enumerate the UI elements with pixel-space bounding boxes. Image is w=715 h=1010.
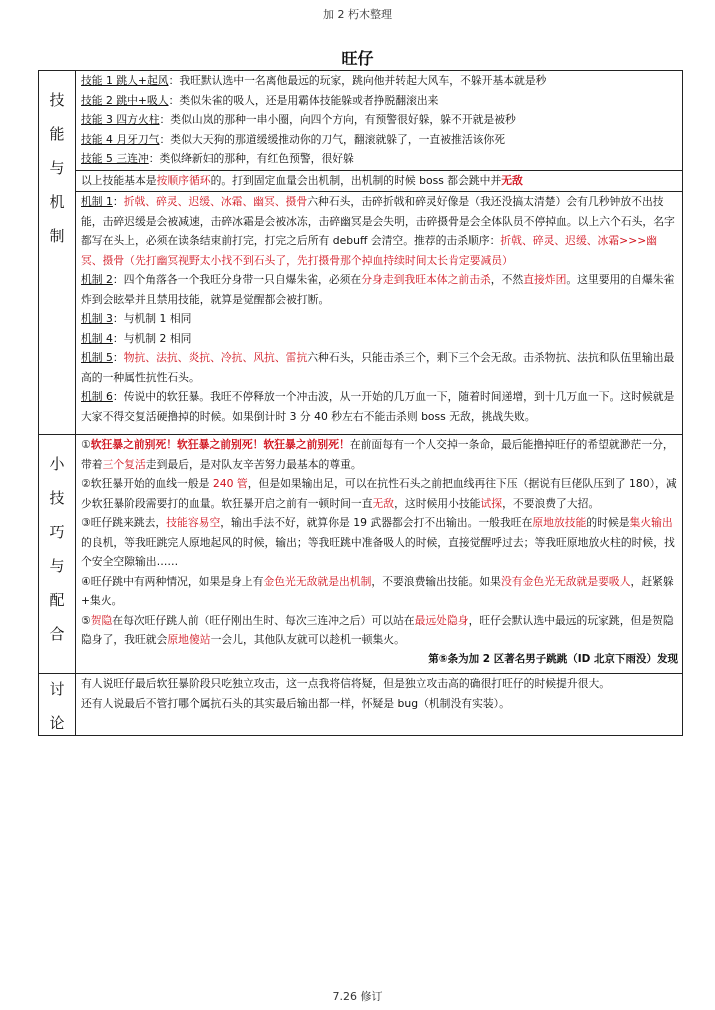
- discussion-line: 还有人说最后不管打哪个属抗石头的其实最后输出都一样，怀疑是 bug（机制没有实装）。: [81, 696, 510, 710]
- tip-highlight: 试探: [480, 496, 503, 510]
- mechanic-name: 机制 5: [81, 351, 113, 364]
- mechanic-name: 机制 6: [81, 390, 113, 403]
- guide-table: [38, 70, 683, 736]
- invincible-text: 无敌: [501, 173, 523, 187]
- label-char: 配: [49, 591, 65, 609]
- skill-name: 技能 4 月牙刀气: [81, 132, 160, 146]
- tip-highlight: 最远处隐身: [414, 613, 469, 627]
- skill-desc: ：类似朱雀的吸人，还是用霸体技能躲或者挣脱翻滚出来: [168, 93, 439, 107]
- tip-text: ，这时候用小技能: [394, 496, 481, 510]
- tips-row: [39, 435, 683, 674]
- mechanic-6: [81, 387, 678, 430]
- tip-1: [81, 435, 678, 474]
- tip-text: ，不要浪费输出技能。如果: [371, 574, 501, 588]
- skill-line: [81, 110, 678, 130]
- mechanic-2: [81, 270, 678, 309]
- label-char: 能: [49, 125, 65, 143]
- tip-3: [81, 513, 678, 572]
- tip-text: 的时候是: [586, 516, 630, 529]
- label-char: 讨: [49, 680, 65, 698]
- tip-highlight: 240 管: [212, 477, 248, 490]
- skill-line: [81, 91, 678, 111]
- skill-name: 技能 2 跳中+吸人: [81, 93, 169, 107]
- skills-row: [39, 71, 683, 435]
- tip-number: ②: [81, 477, 91, 490]
- mechanic-name: 机制 4: [81, 331, 113, 345]
- tip-text: ，但是如果输出足，可以在抗性石头之前把血线再往下压（据说有巨佬队压到了 180），减少软狂暴阶段需要打的血量。软狂暴开启之前有一顿时间一直: [81, 477, 677, 510]
- mechanic-highlight: 分身走到我旺本体之前击杀: [361, 273, 491, 286]
- tip-2: [81, 474, 678, 513]
- tip-highlight: 技能容易空: [166, 516, 221, 529]
- mechanic-text: ：与机制 1 相同: [112, 312, 192, 325]
- mechanic-text: ：传说中的软狂暴。我旺不停释放一个冲击波，从一开始的几万血一下，随着时间递增，到十几万血一下。这时候就是大家不得交复活硬撸掉的时候。如果倒计时 3 分 40 秒左右不能击杀则 boss 无敌，挑战失败。: [81, 390, 675, 423]
- mechanic-text: ：与机制 2 相同: [112, 331, 192, 345]
- skill-desc: ：类似绛新妇的那种，有红色预警，很好躲: [148, 152, 354, 165]
- tip-highlight: 金色光无敌就是出机制: [263, 574, 372, 588]
- skill-name: 技能 5 三连冲: [81, 152, 149, 165]
- cycle-note: [76, 170, 682, 191]
- skill-name: 技能 3 四方火柱: [81, 113, 160, 126]
- mechanic-name: 机制 2: [81, 273, 113, 286]
- skill-desc: ：类似大天狗的那道缓缓推动你的刀气，翻滚就躲了，一直被推活该你死: [159, 132, 506, 146]
- skill-desc: ：类似山岚的那种一串小圈，向四个方向，有预警很好躲，躲不开就是被秒: [159, 113, 516, 126]
- page-title: 旺仔: [341, 49, 374, 68]
- skill-line: [81, 71, 678, 91]
- tip-5: [81, 611, 678, 650]
- skills-content: [76, 71, 683, 435]
- skills-label: [39, 71, 76, 435]
- mechanic-colon: ：: [112, 351, 124, 364]
- discussion-label: [39, 674, 76, 736]
- label-char: 技: [49, 91, 65, 109]
- label-char: 技: [49, 489, 65, 507]
- tip-text: 一会儿，其他队友就可以趁机一顿集火。: [210, 633, 405, 646]
- tips-label: [39, 435, 76, 674]
- label-char: 机: [49, 193, 65, 211]
- skill-name: 技能 1 跳人+起风: [81, 74, 169, 87]
- tips-content: [76, 435, 683, 674]
- tip-highlight: 没有金色光无敌就是要吸人: [500, 574, 631, 588]
- cycle-pre: 以上技能基本是: [81, 173, 157, 187]
- tip-highlight: 三个复活: [102, 457, 146, 471]
- tip-text: 在前面每有一个人交掉一条命，最后能撸掉旺仔的希望就渺茫一分，带着: [81, 438, 674, 471]
- tip-warning: 软狂暴之前别死！软狂暴之前别死！软狂暴之前别死！: [90, 438, 350, 451]
- skill-desc: ：我旺默认选中一名离他最远的玩家，跳向他并转起大风车，不躲开基本就是秒: [168, 74, 547, 87]
- tip-text: 旺仔跳中有两种情况，如果是身上有: [90, 574, 264, 588]
- tip-highlight: 无敌: [372, 496, 395, 510]
- tip-credit: 第⑤条为加 2 区著名男子跳跳（ID 北京下雨没）发现: [428, 652, 678, 665]
- tip-text: 走到最后，是对队友辛苦努力最基本的尊重。: [145, 457, 362, 471]
- cycle-highlight: 按顺序循环: [156, 173, 211, 187]
- tip-highlight: 贺隐: [90, 613, 113, 627]
- tip-number: ③: [81, 516, 91, 529]
- mechanic-text: 六种石头，击碎折戟和碎灵好像是（我还没搞太清楚）会有几秒钟放不出技能，击碎迟缓是会被减速，击碎冰霜是会被冰冻，击碎幽冥是会失明，击碎摄骨是会全体队员不停掉血。以上六个石头，名字都写在头上，必须在读条结束前打完，打完之后所有 debuff 会清空。推荐的击杀顺序：: [81, 195, 675, 247]
- kill-order: 折戟、碎灵、迟缓、冰霜>>>幽冥、摄骨（先打幽冥视野太小找不到石头了，先打摄骨那个掉血持续时间太长肯定要减员）: [81, 234, 658, 267]
- mechanic-highlight: 直接炸团: [523, 273, 567, 286]
- tip-highlight: 原地傻站: [167, 633, 211, 646]
- tip-highlight: 原地放技能: [532, 516, 587, 529]
- mechanic-name: 机制 1: [81, 195, 113, 208]
- cycle-mid: 的。打到固定血量会出机制，出机制的时候 boss 都会跳中并: [210, 173, 502, 187]
- mechanic-4: [81, 329, 678, 349]
- skill-line: [81, 130, 678, 150]
- tip-text: ，不要浪费了大招。: [502, 496, 600, 510]
- mechanic-text: ，不然: [490, 273, 524, 286]
- mechanic-colon: ：: [112, 195, 124, 208]
- tip-4: [81, 572, 678, 611]
- resist-stone-list: 物抗、法抗、炎抗、冷抗、风抗、雷抗: [123, 351, 308, 364]
- mechanic-text: ：四个角落各一个我旺分身带一只自爆朱雀，必须在: [112, 273, 362, 286]
- discussion-row: [39, 674, 683, 736]
- tip-text: 的良机，等我旺跳完人原地起风的时候，输出；等我旺跳中准备吸人的时候，直接觉醒呼过去；等我旺原地放火柱的时候，找个安全空隙输出……: [81, 535, 675, 568]
- tip-text: 在每次旺仔跳人前（旺仔刚出生时、每次三连冲之后）可以站在: [112, 613, 415, 627]
- stone-list: 折戟、碎灵、迟缓、冰霜、幽冥、摄骨: [123, 195, 308, 208]
- tip-text: 旺仔跳来跳去，: [90, 516, 167, 529]
- page-footer: 7.26 修订: [332, 990, 383, 1003]
- tip-text: ，赶紧躲+集火。: [81, 574, 674, 607]
- tip-text: ，旺仔会默认选中最远的玩家跳，但是贺隐隐身了，我旺就会: [81, 613, 674, 646]
- mechanic-3: [81, 309, 678, 329]
- discussion-line: 有人说旺仔最后软狂暴阶段只吃独立攻击，这一点我将信将疑，但是独立攻击高的确很打旺仔的时候提升很大。: [81, 677, 611, 690]
- label-char: 小: [49, 455, 65, 473]
- tip-number: ⑤: [81, 613, 91, 627]
- mechanic-text: 六种石头，只能击杀三个，剩下三个会无敌。击杀物抗、法抗和队伍里输出最高的一种属性抗性石头。: [81, 351, 675, 384]
- tip-number: ④: [81, 574, 91, 588]
- discussion-content: [76, 674, 683, 736]
- tip-highlight: 集火输出: [629, 516, 673, 529]
- label-char: 与: [49, 159, 65, 177]
- skill-line: [81, 149, 678, 169]
- label-char: 巧: [49, 523, 65, 541]
- mechanic-text: 。这里要用的自爆朱雀炸到会眩晕并且禁用技能，就算是觉醒都会被打断。: [81, 273, 675, 306]
- tip-text: 软狂暴开始的血线一般是: [90, 477, 213, 490]
- tip-number: ①: [81, 438, 91, 451]
- label-char: 与: [49, 557, 65, 575]
- label-char: 合: [49, 625, 65, 643]
- page-header: 加 2 朽木整理: [323, 8, 392, 21]
- mechanic-name: 机制 3: [81, 312, 113, 325]
- mechanic-5: [81, 348, 678, 387]
- label-char: 制: [49, 227, 65, 245]
- mechanic-1: [76, 191, 682, 270]
- tip-text: ，输出手法不好，就算你是 19 武器都会打不出输出。一般我旺在: [220, 516, 533, 529]
- label-char: 论: [49, 714, 65, 732]
